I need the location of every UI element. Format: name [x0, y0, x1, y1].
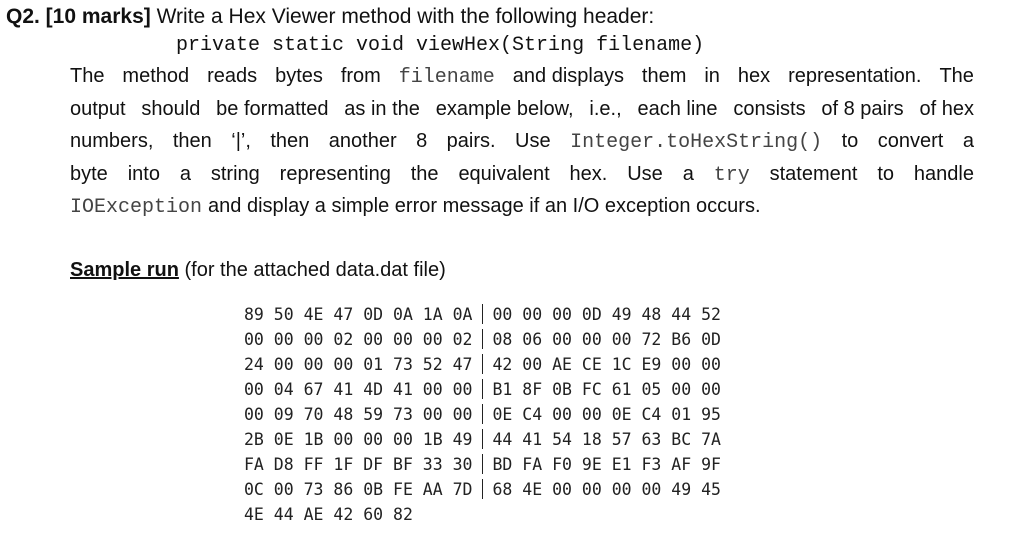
question-heading	[6, 3, 654, 31]
hex-row-left: 00 04 67 41 4D 41 00 00	[244, 380, 473, 399]
description-line	[70, 93, 974, 126]
description-word: another	[328, 130, 397, 152]
description-word: to	[877, 162, 895, 185]
hex-separator	[482, 454, 483, 474]
hex-row-left: 89 50 4E 47 0D 0A 1A 0A	[244, 305, 473, 324]
description-word: of 8 pairs	[821, 97, 904, 120]
description-word: representation.	[788, 65, 922, 87]
description-word: convert	[877, 130, 944, 152]
sample-run-suffix: (for the attached data.dat file)	[184, 259, 446, 281]
question-number-label: Q2. [10 marks]	[6, 5, 151, 28]
hex-row-left: 0C 00 73 86 0B FE AA 7D	[244, 480, 473, 499]
description-word: as in the	[344, 97, 420, 120]
description-word: pairs.	[446, 130, 496, 152]
hex-row-right: 68 4E 00 00 00 00 49 45	[492, 480, 721, 499]
hex-row	[244, 502, 721, 527]
description-word: a	[682, 162, 694, 185]
hex-row	[244, 402, 721, 427]
hex-row	[244, 327, 721, 352]
description-line	[70, 190, 974, 223]
hex-row-right: 42 00 AE CE 1C E9 00 00	[492, 355, 721, 374]
hex-row-left: 2B 0E 1B 00 00 00 1B 49	[244, 430, 473, 449]
method-header-code: private static void viewHex(String filename)	[176, 34, 705, 57]
description-word: the	[410, 162, 439, 185]
hex-row	[244, 452, 721, 477]
description-word: ‘|’,	[231, 130, 251, 152]
hex-row-right: BD FA F0 9E E1 F3 AF 9F	[492, 455, 721, 474]
inline-code: filename	[398, 66, 495, 89]
hex-row-right: 0E C4 00 00 0E C4 01 95	[492, 405, 721, 424]
description-word: handle	[913, 162, 974, 185]
hex-row-right: 00 00 00 0D 49 48 44 52	[492, 305, 721, 324]
description-word: The	[70, 65, 105, 87]
description-word: then	[172, 130, 212, 152]
description-word: method	[122, 65, 190, 87]
sample-run-heading	[70, 256, 446, 284]
inline-code: Integer.toHexString()	[570, 131, 823, 154]
hex-row-left: 00 00 00 02 00 00 00 02	[244, 330, 473, 349]
hex-separator	[482, 429, 483, 449]
description-word: and displays	[512, 65, 624, 87]
description-word: 8	[416, 130, 428, 152]
description-word: string	[210, 162, 260, 185]
hex-separator	[482, 404, 483, 424]
description-word: then	[270, 130, 310, 152]
description-word: reads	[207, 65, 258, 87]
hex-row-right: B1 8F 0B FC 61 05 00 00	[492, 380, 721, 399]
description-word: be formatted	[216, 97, 329, 120]
hex-row	[244, 302, 721, 327]
hex-row-right: 08 06 00 00 00 72 B6 0D	[492, 330, 721, 349]
hex-separator	[482, 304, 483, 324]
description-word: a	[179, 162, 191, 185]
description-line	[70, 60, 974, 93]
description-word: output	[70, 97, 126, 120]
hex-row-left: 00 09 70 48 59 73 00 00	[244, 405, 473, 424]
hex-row-right: 44 41 54 18 57 63 BC 7A	[492, 430, 721, 449]
hex-row-left: FA D8 FF 1F DF BF 33 30	[244, 455, 473, 474]
hex-separator	[482, 479, 483, 499]
hex-separator	[482, 329, 483, 349]
hex-output-block	[244, 302, 721, 527]
inline-code: IOException	[70, 196, 203, 219]
description-word: them	[641, 65, 687, 87]
sample-run-label: Sample run	[70, 259, 179, 281]
description-word: statement	[769, 162, 858, 185]
description-word: each line	[637, 97, 718, 120]
description-word: hex.	[569, 162, 608, 185]
hex-row	[244, 352, 721, 377]
description-word: example below,	[435, 97, 574, 120]
description-word: Use	[515, 130, 551, 152]
description-word: from	[340, 65, 381, 87]
description-word: hex	[737, 65, 771, 87]
description-word: in	[704, 65, 720, 87]
description-word: and display a simple error message if an I/O exception occurs.	[208, 195, 761, 217]
description-word: should	[141, 97, 201, 120]
inline-code: try	[713, 163, 750, 187]
description-word: i.e.,	[589, 97, 622, 120]
description-word: The	[939, 65, 974, 87]
description-line	[70, 125, 974, 158]
description-line	[70, 158, 974, 191]
description-word: Use	[627, 162, 663, 185]
description-word: representing	[279, 162, 391, 185]
description-word: a	[962, 130, 974, 152]
hex-separator	[482, 354, 483, 374]
hex-row	[244, 477, 721, 502]
question-description	[70, 60, 974, 223]
hex-row-left: 4E 44 AE 42 60 82	[244, 505, 413, 524]
description-word: into	[127, 162, 160, 185]
hex-row	[244, 427, 721, 452]
hex-row	[244, 377, 721, 402]
description-word: consists	[733, 97, 806, 120]
description-word: to	[841, 130, 859, 152]
description-word: bytes	[275, 65, 323, 87]
description-word: byte	[70, 162, 108, 185]
description-word: equivalent	[458, 162, 550, 185]
description-word: of hex	[919, 97, 974, 120]
description-word: numbers,	[70, 130, 154, 152]
hex-separator	[482, 379, 483, 399]
question-title: Write a Hex Viewer method with the following header:	[156, 5, 655, 28]
hex-row-left: 24 00 00 00 01 73 52 47	[244, 355, 473, 374]
